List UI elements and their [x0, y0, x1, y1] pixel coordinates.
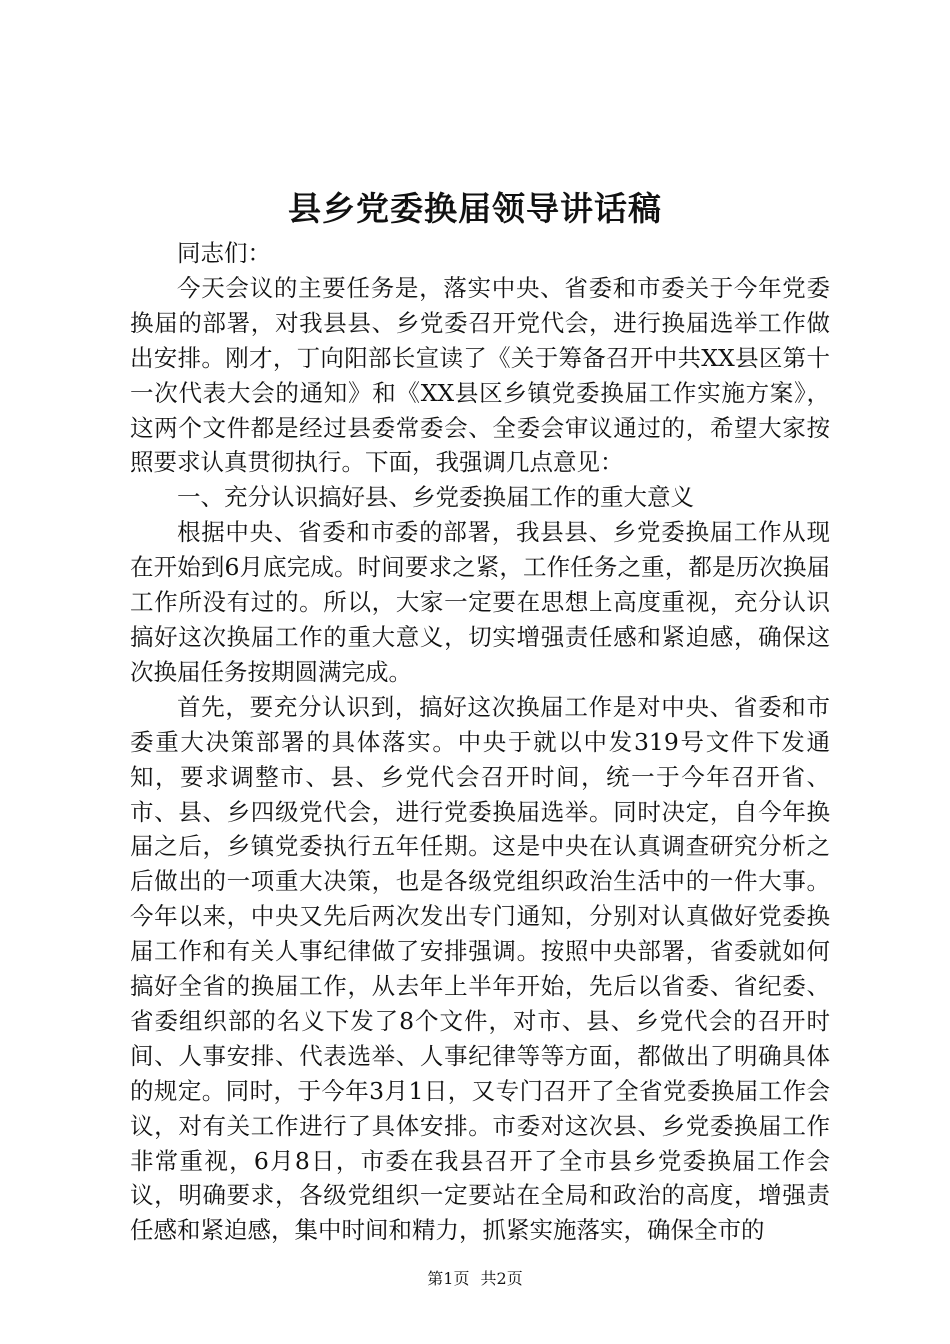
page-total: 共2页: [480, 1269, 523, 1288]
document-body: [130, 236, 830, 1248]
body-paragraph: 根据中央、省委和市委的部署，我县县、乡党委换届工作从现在开始到6月底完成。时间要求之紧，工作任务之重，都是历次换届工作所没有过的。所以，大家一定要在思想上高度重视，充分认识搞好这次换届工作的重大意义，切实增强责任感和紧迫感，确保这次换届任务按期圆满完成。: [130, 518, 830, 686]
page-footer: [0, 1268, 950, 1290]
salutation-paragraph: 同志们：: [177, 239, 271, 267]
section-heading: 一、充分认识搞好县、乡党委换届工作的重大意义: [177, 483, 694, 512]
body-paragraph: 首先，要充分认识到，搞好这次换届工作是对中央、省委和市委重大决策部署的具体落实。中央于就以中发319号文件下发通知，要求调整市、县、乡党代会召开时间，统一于今年召开省、市、县、乡四级党代会，进行党委换届选举。同时决定，自今年换届之后，乡镇党委执行五年任期。这是中央在认真调查研究分析之后做出的一项重大决策，也是各级党组织政治生活中的一件大事。今年以来，中央又先后两次发出专门通知，分别对认真做好党委换届工作和有关人事纪律做了安排强调。按照中央部署，省委就如何搞好全省的换届工作，从去年上半年开始，先后以省委、省纪委、省委组织部的名义下发了8个文件，对市、县、乡党代会的召开时间、人事安排、代表选举、人事纪律等等方面，都做出了明确具体的规定。同时，于今年3月1日，又专门召开了全省党委换届工作会议，对有关工作进行了具体安排。市委对这次县、乡党委换届工作非常重视，6月8日，市委在我县召开了全市县乡党委换届工作会议，明确要求，各级党组织一定要站在全局和政治的高度，增强责任感和紧迫感，集中时间和精力，抓紧实施落实，确保全市的: [130, 692, 830, 1245]
intro-paragraph: 今天会议的主要任务是，落实中央、省委和市委关于今年党委换届的部署，对我县县、乡党委召开党代会，进行换届选举工作做出安排。刚才，丁向阳部长宣读了《关于筹备召开中共XX县区第十一次代表大会的通知》和《XX县区乡镇党委换届工作实施方案》，这两个文件都是经过县委常委会、全委会审议通过的，希望大家按照要求认真贯彻执行。下面，我强调几点意见：: [130, 273, 830, 477]
page-number: 第1页: [427, 1269, 470, 1288]
document-title: 县乡党委换届领导讲话稿: [288, 189, 662, 228]
